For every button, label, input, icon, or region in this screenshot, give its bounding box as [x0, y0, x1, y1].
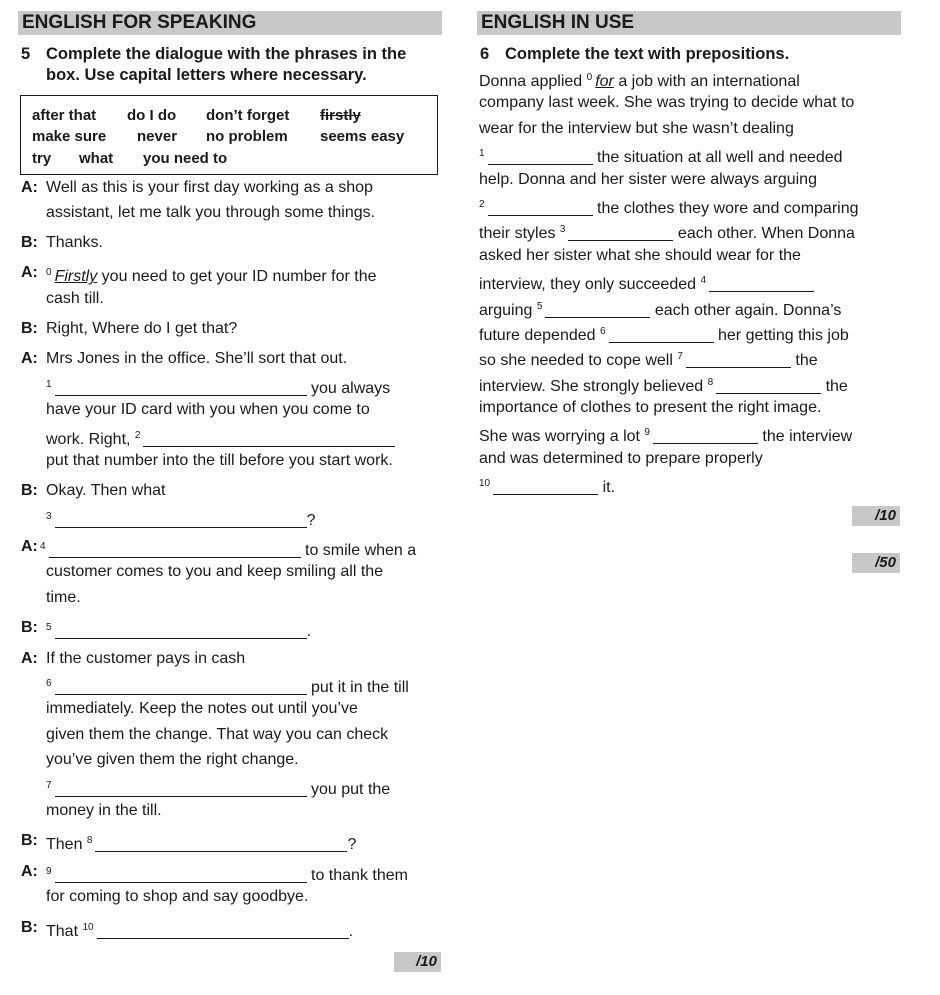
text-line: help. Donna and her sister were always arguing	[479, 170, 817, 188]
dialogue-line: Thanks.	[46, 233, 103, 251]
speaker-b: B:	[21, 233, 38, 251]
dialogue-line: money in the till.	[46, 801, 162, 819]
answer-blank[interactable]	[97, 921, 349, 939]
speaker-a: A:	[21, 179, 38, 196]
phrase: no problem	[206, 128, 288, 145]
dialogue-line: If the customer pays in cash	[46, 649, 246, 667]
dialogue-line: That	[46, 922, 83, 940]
gap-number: 9	[644, 427, 650, 439]
answer-blank[interactable]	[143, 429, 395, 447]
gap-number: 9	[46, 865, 52, 877]
total-score: /50	[852, 553, 900, 573]
gap-number: 2	[479, 198, 485, 210]
phrase: seems easy	[320, 128, 405, 145]
phrase: don’t forget	[206, 107, 290, 124]
dialogue-line: you’ve given them the right change.	[46, 751, 299, 769]
dialogue-line: have your ID card with you when you come to	[46, 401, 370, 419]
dialogue-line: cash till.	[46, 289, 104, 307]
text-line: and was determined to prepare properly	[479, 449, 763, 467]
phrase: never	[137, 128, 178, 145]
task-number: 6	[480, 45, 490, 63]
dialogue-line: to thank them	[306, 866, 408, 884]
task-instruction	[477, 44, 901, 65]
text-line: her getting this job	[713, 326, 849, 344]
gap-number: 3	[46, 510, 52, 522]
speaker-a: A:	[21, 649, 38, 667]
text-line: company last week. She was trying to decide what to	[479, 94, 855, 112]
speaker-b: B:	[21, 918, 38, 936]
answer-blank[interactable]	[568, 223, 673, 241]
text-line: the	[821, 377, 848, 395]
text-line: future depended	[479, 326, 600, 344]
english-in-use-section	[477, 11, 901, 497]
dialogue-line: Well as this is your first day working as a shop	[46, 179, 373, 196]
speaker-b: B:	[21, 832, 38, 850]
dialogue-line: .	[348, 922, 354, 940]
text-line: a job with an international	[613, 73, 800, 90]
dialogue-line: put that number into the till before you start work.	[46, 451, 393, 469]
speaker-b: B:	[21, 619, 38, 637]
answer-blank[interactable]	[55, 621, 307, 639]
phrase: do I do	[127, 107, 177, 124]
gap-number: 5	[46, 622, 52, 634]
gap-number: 4	[40, 541, 46, 553]
gap-number: 6	[600, 325, 606, 337]
dialogue-line: you put the	[306, 780, 391, 798]
task-text: Complete the text with prepositions.	[505, 45, 790, 63]
text-line: importance of clothes to present the right image.	[479, 399, 822, 417]
gap-number: 8	[86, 835, 93, 847]
text-line: the	[790, 352, 818, 370]
speaker-b: B:	[21, 482, 38, 500]
dialogue-line: given them the change. That way you can check	[46, 725, 389, 743]
gap-number: 6	[46, 678, 52, 690]
gap-number: 7	[677, 351, 683, 363]
answer-blank[interactable]	[686, 350, 791, 368]
gap-number: 10	[82, 921, 94, 933]
answer-blank[interactable]	[55, 865, 307, 883]
dialogue-line: work. Right,	[46, 430, 135, 448]
text-line: the clothes they wore and comparing	[592, 199, 859, 217]
gap-number: 10	[479, 478, 491, 490]
phrase: make sure	[32, 128, 107, 145]
text-line: She was worrying a lot	[479, 428, 645, 446]
gap-number: 3	[559, 224, 566, 236]
gap-number: 5	[536, 300, 543, 312]
text-line: it.	[598, 479, 616, 497]
phrase: you need to	[143, 150, 228, 167]
answer-blank[interactable]	[95, 834, 347, 852]
example-answer: for	[595, 73, 614, 90]
answer-blank[interactable]	[55, 779, 307, 797]
speaker-b: B:	[21, 319, 38, 337]
section-score: /10	[852, 506, 900, 526]
phrase: what	[79, 150, 114, 167]
text-line: the interview	[757, 428, 853, 446]
gap-number: 4	[700, 275, 707, 287]
phrase-used: firstly	[320, 107, 361, 124]
dialogue-line: time.	[46, 588, 81, 606]
phrase-box	[20, 95, 438, 175]
task-text: Complete the dialogue with the phrases in the box. Use capital letters where necessary.	[46, 45, 407, 84]
gap-number: 1	[46, 378, 52, 390]
speaker-a: A:	[21, 264, 38, 282]
answer-blank[interactable]	[653, 426, 758, 444]
speaker-a: A:	[21, 538, 38, 556]
answer-blank[interactable]	[55, 510, 307, 528]
answer-blank[interactable]	[49, 540, 301, 558]
dialogue-line: ?	[306, 511, 316, 529]
gap-number: 2	[134, 429, 141, 441]
gap-number: 7	[46, 779, 52, 791]
dialogue-line: Okay. Then what	[46, 482, 166, 500]
task-instruction	[18, 44, 442, 86]
task-number: 5	[21, 45, 31, 63]
text-line: so she needed to cope well	[479, 352, 678, 370]
dialogue-line: assistant, let me talk you through some things.	[46, 204, 376, 222]
dialogue-line: .	[306, 623, 312, 641]
example-answer: Firstly	[54, 268, 98, 286]
dialogue-line: for coming to shop and say goodbye.	[46, 888, 309, 906]
gap-number: 0	[586, 72, 593, 83]
answer-blank[interactable]	[488, 147, 593, 165]
answer-blank[interactable]	[493, 477, 598, 495]
answer-blank[interactable]	[716, 376, 821, 394]
dialogue	[18, 175, 442, 940]
english-for-speaking-section	[18, 11, 442, 940]
gap-number: 0	[46, 267, 52, 279]
dialogue-line: put it in the till	[306, 679, 409, 697]
text-line: the situation at all well and needed	[592, 149, 843, 167]
phrase: try	[32, 150, 52, 167]
answer-blank[interactable]	[609, 325, 714, 343]
text-line: interview, they only succeeded	[479, 276, 701, 294]
gap-number: 1	[479, 148, 485, 160]
text-line: Donna applied	[479, 73, 587, 90]
phrase: after that	[32, 107, 97, 124]
section-heading: ENGLISH IN USE	[477, 11, 901, 35]
dialogue-line: Then	[46, 836, 87, 854]
dialogue-line: ?	[347, 836, 357, 854]
answer-blank[interactable]	[55, 677, 307, 695]
text-line: their styles	[479, 225, 560, 243]
text-line: asked her sister what she should wear for the	[479, 246, 801, 264]
text-line: arguing	[479, 301, 537, 319]
dialogue-line: customer comes to you and keep smiling all the	[46, 563, 384, 581]
gap-fill-text	[477, 65, 901, 497]
text-line: wear for the interview but she wasn’t dealing	[479, 119, 794, 137]
text-line: each other. When Donna	[673, 225, 855, 243]
dialogue-line: Right, Where do I get that?	[46, 319, 238, 337]
dialogue-line: immediately. Keep the notes out until you’ve	[46, 700, 358, 718]
text-line: each other again. Donna’s	[650, 301, 842, 319]
section-heading: ENGLISH FOR SPEAKING	[18, 11, 442, 35]
section-score: /10	[394, 952, 441, 972]
dialogue-line: you need to get your ID number for the	[97, 268, 377, 286]
text-line: interview. She strongly believed	[479, 377, 708, 395]
dialogue-line: you always	[306, 379, 391, 397]
speaker-a: A:	[21, 862, 38, 880]
answer-blank[interactable]	[55, 378, 307, 396]
dialogue-line: Mrs Jones in the office. She’ll sort that out.	[46, 350, 348, 368]
speaker-a: A:	[21, 350, 38, 368]
answer-blank[interactable]	[545, 300, 650, 318]
answer-blank[interactable]	[488, 198, 593, 216]
answer-blank[interactable]	[709, 274, 814, 292]
gap-number: 8	[707, 376, 714, 388]
dialogue-line: to smile when a	[300, 542, 417, 560]
